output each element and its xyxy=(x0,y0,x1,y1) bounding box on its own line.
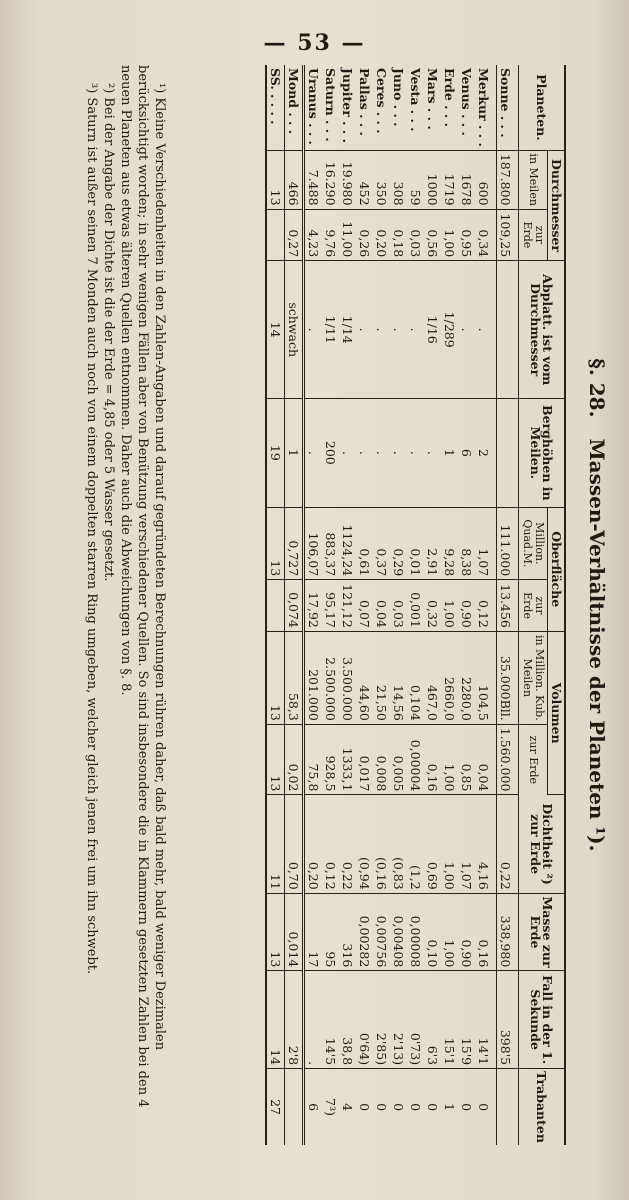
cell-dicht: 11 xyxy=(266,795,285,893)
cell-d_e: 0,26 xyxy=(356,209,373,261)
table-row xyxy=(424,65,441,1145)
cell-v_m: 35.000Bll. xyxy=(497,631,519,724)
cell-name: Vesta . . . xyxy=(407,65,424,150)
cell-abpl: . xyxy=(373,261,390,399)
cell-dicht: (0,16 xyxy=(373,795,390,893)
cell-masse: 0,00008 xyxy=(407,893,424,971)
cell-o_e: 0,32 xyxy=(424,580,441,632)
cell-name: Ceres . . . xyxy=(373,65,390,150)
cell-v_e: 0,00004 xyxy=(407,724,424,795)
cell-masse: 0,16 xyxy=(475,893,497,971)
cell-fall: 0'64) xyxy=(356,971,373,1069)
cell-d_m: 16.290 xyxy=(322,150,339,209)
cell-name: SS. . . . . xyxy=(266,65,285,150)
cell-trab: 7³) xyxy=(323,1098,338,1116)
cell-v_e: 0,005 xyxy=(390,724,407,795)
cell-v_m: 44,60 xyxy=(356,631,373,724)
cell-masse: 0,014 xyxy=(285,893,304,971)
cell-berg: . xyxy=(356,399,373,507)
cell-v_e: 0,04 xyxy=(475,724,497,795)
cell-abpl: . xyxy=(390,261,407,399)
cell-name: Mond . . . xyxy=(285,65,304,150)
cell-o_m: 8,38 xyxy=(458,507,475,580)
cell-abpl: 1/11 xyxy=(322,261,339,399)
cell-masse: 0,00282 xyxy=(356,893,373,971)
cell-abpl: . xyxy=(304,261,323,399)
cell-o_e: 0,03 xyxy=(390,580,407,632)
cell-o_m: 0,61 xyxy=(356,507,373,580)
rotated-content xyxy=(14,65,614,1145)
cell-fall: 6'3 xyxy=(424,971,441,1069)
cell-o_m: 0,727 xyxy=(285,507,304,580)
cell-d_m: 1000 xyxy=(424,150,441,209)
cell-masse: 17 xyxy=(304,893,323,971)
cell-o_e: 0,90 xyxy=(458,580,475,632)
cell-v_m: 104,5 xyxy=(475,631,497,724)
cell-v_m: 2.500.000 xyxy=(322,631,339,724)
cell-trab: 0 xyxy=(357,1103,372,1112)
cell-dicht: (1,2 xyxy=(407,795,424,893)
cell-d_e: 0,03 xyxy=(407,209,424,261)
header-8: Fall in der 1. Sekunde xyxy=(519,971,566,1069)
cell-v_m: 3.500.000 xyxy=(339,631,356,724)
cell-v_m: 13 xyxy=(266,631,285,724)
cell-d_m: 1719 xyxy=(441,150,458,209)
cell-o_m: 106,07 xyxy=(304,507,323,580)
cell-name: Mars . . . xyxy=(424,65,441,150)
cell-berg: 2 xyxy=(475,399,497,507)
cell-v_m: 467,0 xyxy=(424,631,441,724)
cell-trab: 27 xyxy=(266,1069,285,1145)
cell-fall: 14 xyxy=(266,971,285,1069)
cell-d_e: 0,20 xyxy=(373,209,390,261)
cell-o_m: 0,01 xyxy=(407,507,424,580)
cell-v_e: 0,008 xyxy=(373,724,390,795)
cell-d_m: 600 xyxy=(475,150,497,209)
cell-fall: 15'9 xyxy=(458,971,475,1069)
cell-v_e: 0,017 xyxy=(356,724,373,795)
header-9: Trabanten xyxy=(519,1069,566,1145)
cell-name: Pallas . . . xyxy=(356,65,373,150)
cell-name: Uranus . . . xyxy=(304,65,323,150)
cell-dicht: 0,69 xyxy=(424,795,441,893)
cell-masse: 0,00756 xyxy=(373,893,390,971)
cell-dicht: 4,16 xyxy=(475,795,497,893)
cell-d_e: 9,76 xyxy=(322,209,339,261)
subheader-5: zur Erde xyxy=(519,724,548,795)
cell-berg: . xyxy=(304,399,323,507)
cell-v_e: 1333,1 xyxy=(339,724,356,795)
subheader-4: in Million. Kub. Meilen xyxy=(519,631,548,724)
cell-berg: . xyxy=(407,399,424,507)
cell-masse: 13 xyxy=(266,893,285,971)
cell-o_e: 17,92 xyxy=(304,580,323,632)
cell-o_e: 0,074 xyxy=(285,580,304,632)
cell-trab: 0 xyxy=(391,1103,406,1112)
cell-fall: 398'5 xyxy=(497,971,519,1069)
cell-dicht: 0,70 xyxy=(285,795,304,893)
cell-berg: . xyxy=(424,399,441,507)
cell-berg: . xyxy=(373,399,390,507)
cell-o_m: 883,37 xyxy=(322,507,339,580)
cell-o_m: 9,28 xyxy=(441,507,458,580)
cell-d_m: 350 xyxy=(373,150,390,209)
cell-name: Erde . . . xyxy=(441,65,458,150)
cell-v_e: 1,00 xyxy=(441,724,458,795)
cell-fall: 2'13) xyxy=(390,971,407,1069)
page-number: — 53 — xyxy=(263,30,366,56)
cell-o_e: 0,001 xyxy=(407,580,424,632)
cell-trab: 0 xyxy=(374,1103,389,1112)
cell-dicht: 1,07 xyxy=(458,795,475,893)
header-6: Dichtheit ²) zur Erde xyxy=(519,795,566,893)
cell-o_e: 95,17 xyxy=(322,580,339,632)
cell-o_m: 1,07 xyxy=(475,507,497,580)
cell-fall: 0'73) xyxy=(407,971,424,1069)
footnotes xyxy=(83,65,168,1145)
table-row xyxy=(407,65,424,1145)
cell-name: Juno . . . xyxy=(390,65,407,150)
cell-name: Merkur . . . xyxy=(475,65,497,150)
cell-name: Saturn . . . xyxy=(322,65,339,150)
cell-trab: 0 xyxy=(408,1103,423,1112)
table-body xyxy=(266,65,519,1145)
cell-d_m: 452 xyxy=(356,150,373,209)
cell-d_e xyxy=(266,209,285,261)
cell-fall: 14'5 xyxy=(322,971,339,1069)
cell-abpl: . xyxy=(458,261,475,399)
cell-trab: 1 xyxy=(442,1103,457,1112)
cell-berg: . xyxy=(390,399,407,507)
header-7: Masse zur Erde xyxy=(519,893,566,971)
cell-o_m: 0,29 xyxy=(390,507,407,580)
cell-abpl: 1/289 xyxy=(441,261,458,399)
cell-trab xyxy=(497,1069,519,1145)
table-row xyxy=(373,65,390,1145)
cell-d_e: 11,00 xyxy=(339,209,356,261)
cell-v_e: 13 xyxy=(266,724,285,795)
table-row xyxy=(266,65,285,1145)
header-5: Volumen xyxy=(548,631,566,795)
cell-v_m: 2280,0 xyxy=(458,631,475,724)
cell-o_m: 111.000 xyxy=(497,507,519,580)
cell-dicht: (0,83 xyxy=(390,795,407,893)
header-group-row xyxy=(548,65,566,1145)
cell-fall: 2'85) xyxy=(373,971,390,1069)
table-row xyxy=(390,65,407,1145)
cell-fall: . xyxy=(304,971,323,1069)
cell-abpl: schwach xyxy=(285,261,304,399)
cell-abpl xyxy=(497,261,519,399)
section-heading: Massen-Verhältnisse der Planeten ¹). xyxy=(585,438,609,852)
table-row xyxy=(356,65,373,1145)
cell-dicht: 1,00 xyxy=(441,795,458,893)
cell-abpl: 1/14 xyxy=(339,261,356,399)
cell-o_e: 0,07 xyxy=(356,580,373,632)
cell-abpl: 14 xyxy=(266,261,285,399)
cell-trab xyxy=(285,1069,304,1145)
cell-masse: 316 xyxy=(339,893,356,971)
cell-v_m: 14,56 xyxy=(390,631,407,724)
subheader-1: zur Erde xyxy=(519,209,548,261)
cell-o_e: 1,00 xyxy=(441,580,458,632)
cell-o_m: 13 xyxy=(266,507,285,580)
cell-v_e: 0,02 xyxy=(285,724,304,795)
cell-dicht: 0,20 xyxy=(304,795,323,893)
subheader-3: zur Erde xyxy=(519,580,548,632)
cell-berg: 6 xyxy=(458,399,475,507)
cell-v_m: 21,50 xyxy=(373,631,390,724)
cell-o_e: 0,04 xyxy=(373,580,390,632)
cell-v_m: 2660,0 xyxy=(441,631,458,724)
cell-o_e: 0,12 xyxy=(475,580,497,632)
subheader-2: Million. Quad.M. xyxy=(519,507,548,580)
header-4: Oberfläche xyxy=(548,507,566,631)
table-row xyxy=(458,65,475,1145)
subheader-0: in Meilen xyxy=(519,150,548,209)
header-1: Durchmesser xyxy=(548,150,566,260)
footnote: ²) Bei der Angabe der Dichte ist die der Erde = 4,85 oder 5 Wasser gesetzt. xyxy=(101,83,116,582)
cell-dicht: (0,94 xyxy=(356,795,373,893)
footnote: ³) Saturn ist außer seinen 7 Monden auch noch von einem doppelten starren Ring umgeben, welcher gleich jenen frei um ihn schwebt. xyxy=(84,83,99,975)
cell-d_e: 109,25 xyxy=(497,209,519,261)
cell-berg: 19 xyxy=(266,399,285,507)
table-row xyxy=(441,65,458,1145)
cell-masse: 338,980 xyxy=(497,893,519,971)
table-row xyxy=(304,65,323,1145)
table-row xyxy=(285,65,304,1145)
cell-masse: 95 xyxy=(322,893,339,971)
header-0: Planeten. xyxy=(519,65,566,150)
header-2: Abplatt. ist vom Durchmesser xyxy=(519,261,566,399)
footnote: ¹) Kleine Verschiedenheiten in den Zahlen-Angaben und darauf gegründeten Berechnungen rühren daher, daß bald mehr, bald weniger Dezimalen berücksichtigt worden; in sehr wenigen Fällen aber von Benützung verschiedener Quellen. So sind insbesondere die in Klammern gesetzten Zahlen bei den 4 neuen Planeten aus etwas älteren Quellen entnommen. Daher auch die Abweichungen von §. 8. xyxy=(118,65,167,1108)
cell-d_m: 59 xyxy=(407,150,424,209)
cell-fall: 15'1 xyxy=(441,971,458,1069)
cell-v_e: 75,8 xyxy=(304,724,323,795)
section-number: §. 28. xyxy=(585,358,609,418)
cell-o_m: 2,91 xyxy=(424,507,441,580)
cell-d_e: 1,00 xyxy=(441,209,458,261)
table-row xyxy=(475,65,497,1145)
cell-d_m: 19.980 xyxy=(339,150,356,209)
cell-fall: 14'1 xyxy=(475,971,497,1069)
cell-d_m: 1678 xyxy=(458,150,475,209)
cell-d_m: 7.488 xyxy=(304,150,323,209)
cell-dicht: 0,22 xyxy=(339,795,356,893)
cell-dicht: 0,12 xyxy=(322,795,339,893)
cell-fall: 38,8 xyxy=(339,971,356,1069)
planet-mass-table xyxy=(265,65,566,1145)
cell-d_e: 4,23 xyxy=(304,209,323,261)
table-row xyxy=(497,65,519,1145)
cell-berg: 1 xyxy=(441,399,458,507)
cell-berg: . xyxy=(339,399,356,507)
cell-abpl: 1/16 xyxy=(424,261,441,399)
cell-o_e: 121,12 xyxy=(339,580,356,632)
cell-berg: 1 xyxy=(285,399,304,507)
cell-o_e: 13.456 xyxy=(497,580,519,632)
cell-v_m: 0,104 xyxy=(407,631,424,724)
table-row xyxy=(322,65,339,1145)
cell-berg: 200 xyxy=(322,399,339,507)
cell-trab: 0 xyxy=(476,1103,491,1112)
cell-fall: 2'8 xyxy=(285,971,304,1069)
cell-d_m: 13 xyxy=(266,150,285,209)
cell-d_e: 0,27 xyxy=(285,209,304,261)
section-title xyxy=(580,65,614,1145)
cell-name: Sonne . . . xyxy=(497,65,519,150)
cell-v_e: 0,16 xyxy=(424,724,441,795)
cell-masse: 1,00 xyxy=(441,893,458,971)
cell-d_m: 187.800 xyxy=(497,150,519,209)
cell-v_e: 928,5 xyxy=(322,724,339,795)
cell-d_e: 0,34 xyxy=(475,209,497,261)
cell-abpl: . xyxy=(356,261,373,399)
cell-masse: 0,00408 xyxy=(390,893,407,971)
cell-d_m: 466 xyxy=(285,150,304,209)
cell-d_m: 308 xyxy=(390,150,407,209)
cell-o_m: 1124,24 xyxy=(339,507,356,580)
cell-masse: 0,10 xyxy=(424,893,441,971)
cell-v_e: 1.560.000 xyxy=(497,724,519,795)
cell-trab: 0 xyxy=(459,1103,474,1112)
cell-v_m: 58,3 xyxy=(285,631,304,724)
cell-d_e: 0,18 xyxy=(390,209,407,261)
cell-v_m: 201.000 xyxy=(304,631,323,724)
cell-trab: 4 xyxy=(340,1103,355,1112)
cell-trab: 6 xyxy=(304,1069,323,1145)
cell-name: Venus . . . xyxy=(458,65,475,150)
cell-dicht: 0,22 xyxy=(497,795,519,893)
cell-abpl: . xyxy=(475,261,497,399)
cell-v_e: 0,85 xyxy=(458,724,475,795)
cell-d_e: 0,95 xyxy=(458,209,475,261)
cell-abpl: . xyxy=(407,261,424,399)
cell-d_e: 0,56 xyxy=(424,209,441,261)
cell-berg xyxy=(497,399,519,507)
cell-o_m: 0,37 xyxy=(373,507,390,580)
cell-trab: 0 xyxy=(425,1103,440,1112)
cell-name: Jupiter . . . xyxy=(339,65,356,150)
header-3: Berghöhen in Meilen. xyxy=(519,399,566,507)
cell-masse: 0,90 xyxy=(458,893,475,971)
cell-o_e xyxy=(266,580,285,632)
table-row xyxy=(339,65,356,1145)
